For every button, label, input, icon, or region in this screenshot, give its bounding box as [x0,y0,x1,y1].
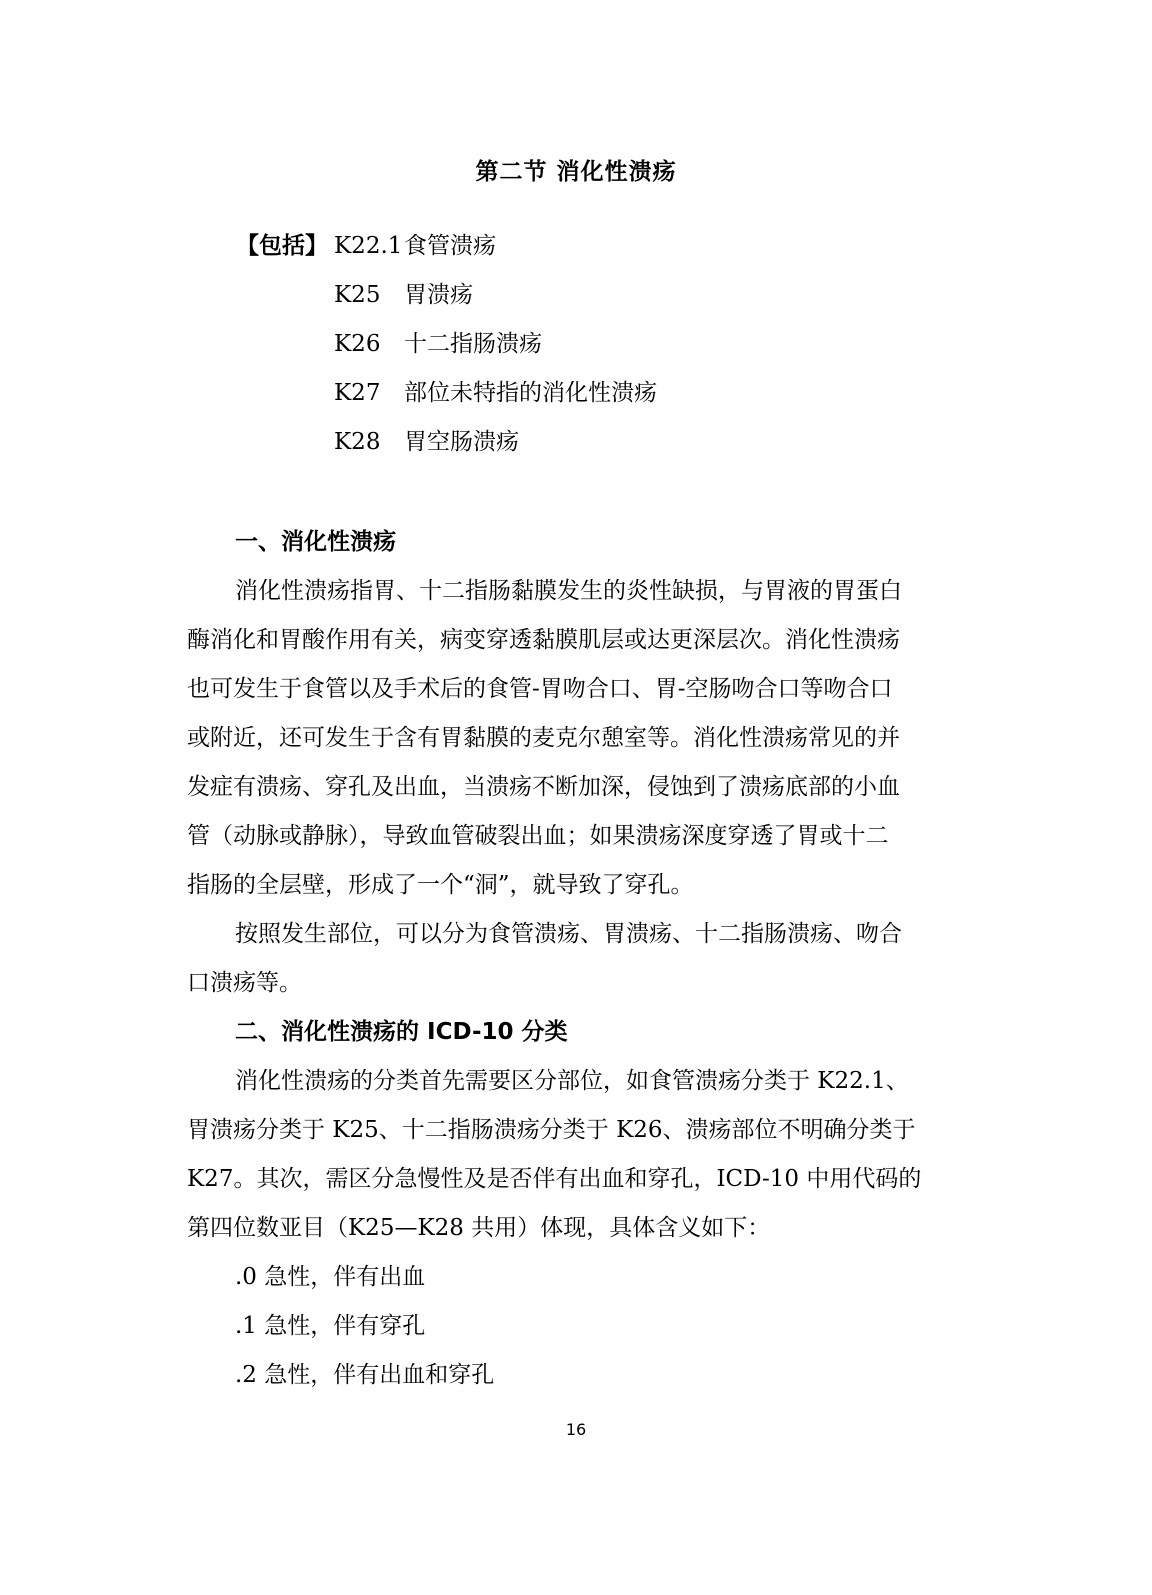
text-line: K27。其次，需区分急慢性及是否伴有出血和穿孔，ICD-10 中用代码的 [187,1166,922,1192]
icd-code: K28 [334,429,381,455]
subcode-item: .1 急性，伴有穿孔 [235,1313,426,1339]
text-line: 发症有溃疡、穿孔及出血，当溃疡不断加深，侵蚀到了溃疡底部的小血 [187,774,900,800]
text-line: 酶消化和胃酸作用有关，病变穿透黏膜肌层或达更深层次。消化性溃疡 [187,627,900,653]
includes-list [236,226,657,471]
icd-description: 胃溃疡 [404,282,473,308]
icd-description: 十二指肠溃疡 [404,331,542,357]
text-line: 或附近，还可发生于含有胃黏膜的麦克尔憩室等。消化性溃疡常见的并 [187,725,900,751]
text-line: 口溃疡等。 [187,970,302,996]
subcode-item: .0 急性，伴有出血 [235,1264,426,1290]
paragraph-definition [187,567,947,910]
section-title: 第二节 消化性溃疡 [475,159,677,185]
paragraph-classification [187,1057,947,1253]
paragraph-location [187,910,947,1008]
icd-code: K25 [334,282,381,308]
icd-code: K26 [334,331,381,357]
text-line: 消化性溃疡的分类首先需要区分部位，如食管溃疡分类于 K22.1、 [235,1068,909,1094]
includes-item [236,226,657,275]
text-line: 按照发生部位，可以分为食管溃疡、胃溃疡、十二指肠溃疡、吻合 [235,921,902,947]
document-body [187,518,947,1400]
page-number: 16 [565,1420,587,1439]
icd-description: 胃空肠溃疡 [404,429,519,455]
heading-part1: 一、消化性溃疡 [235,529,396,555]
text-line: 指肠的全层壁，形成了一个“洞”，就导致了穿孔。 [187,872,694,898]
includes-item [236,422,657,471]
subcode-item: .2 急性，伴有出血和穿孔 [235,1362,495,1388]
text-line: 第四位数亚目（K25—K28 共用）体现，具体含义如下： [187,1215,771,1241]
text-line: 也可发生于食管以及手术后的食管-胃吻合口、胃-空肠吻合口等吻合口 [187,676,893,702]
includes-label: 【包括】 [236,233,328,259]
includes-item [236,324,657,373]
text-line: 消化性溃疡指胃、十二指肠黏膜发生的炎性缺损，与胃液的胃蛋白 [235,578,902,604]
includes-item [236,373,657,422]
text-line: 管（动脉或静脉），导致血管破裂出血；如果溃疡深度穿透了胃或十二 [187,823,889,849]
icd-code: K27 [334,380,381,406]
heading-part2: 二、消化性溃疡的 ICD-10 分类 [235,1019,568,1045]
icd-code: K22.1 [334,233,403,259]
text-line: 胃溃疡分类于 K25、十二指肠溃疡分类于 K26、溃疡部位不明确分类于 [187,1117,916,1143]
icd-description: 部位未特指的消化性溃疡 [404,380,657,406]
icd-description: 食管溃疡 [404,233,496,259]
includes-item [236,275,657,324]
